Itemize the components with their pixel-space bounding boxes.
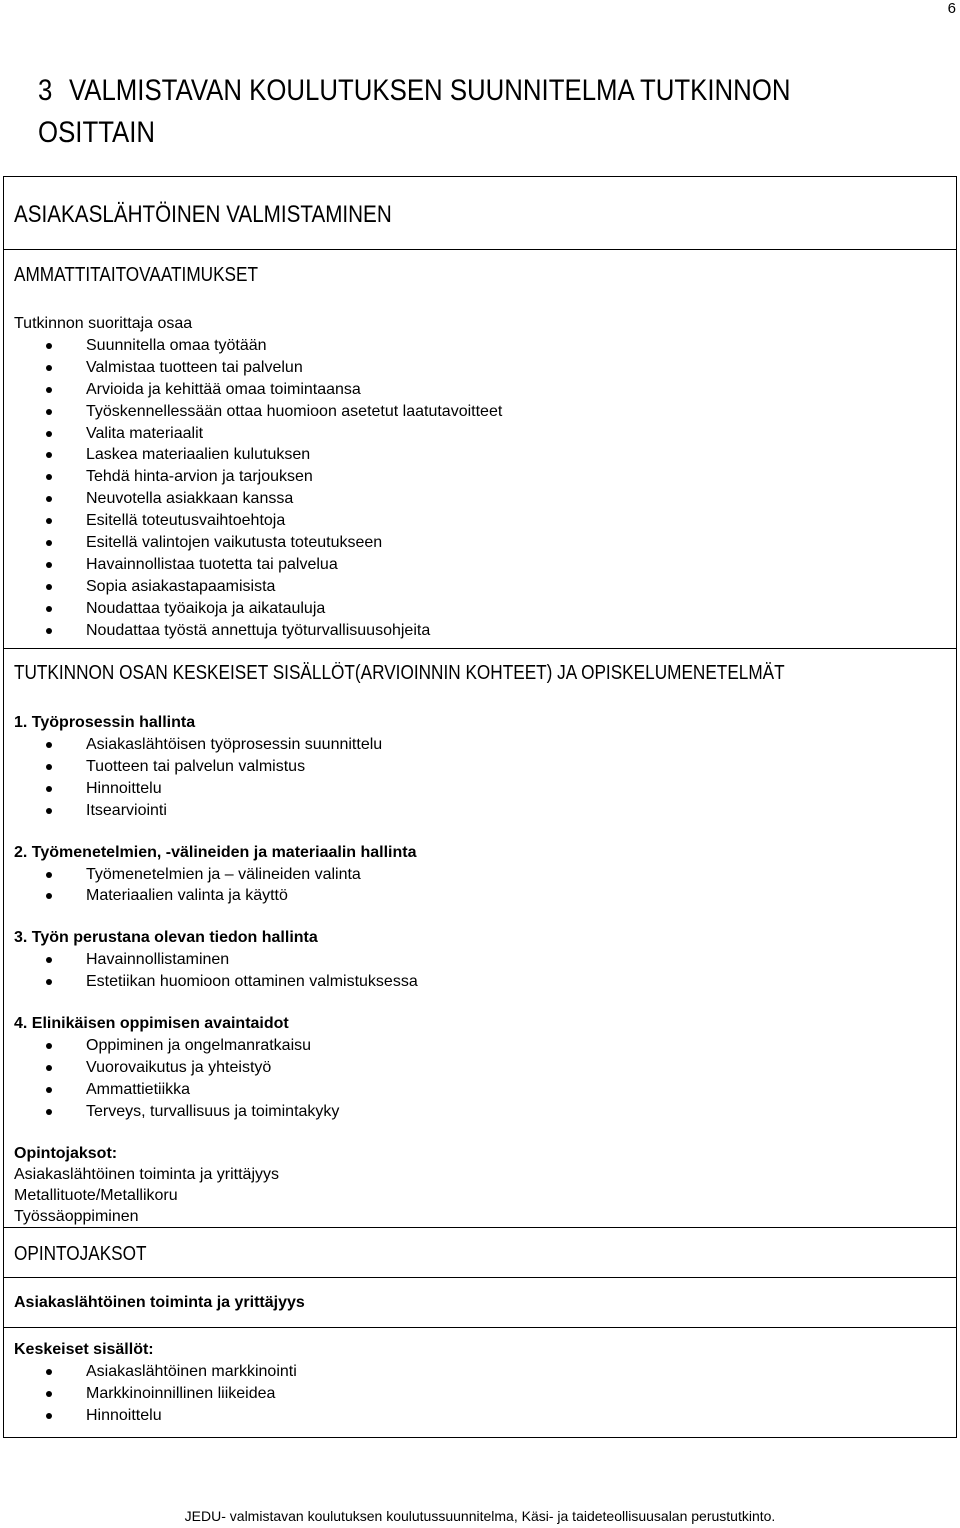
content-frame xyxy=(3,176,957,1438)
list-item: Tehdä hinta-arvion ja tarjouksen xyxy=(14,466,946,488)
section-title: ASIAKASLÄHTÖINEN VALMISTAMINEN xyxy=(14,201,392,228)
group-heading: 1. Työprosessin hallinta xyxy=(14,714,196,731)
list-item: Hinnoittelu xyxy=(14,1405,946,1427)
content-group-4 xyxy=(14,1013,946,1123)
list-item: Sopia asiakastapaamisista xyxy=(14,576,946,598)
key-contents-row xyxy=(4,1328,956,1437)
list-item: Markkinoinnillinen liikeidea xyxy=(14,1383,946,1405)
skills-intro: Tutkinnon suorittaja osaa xyxy=(14,315,193,332)
page-footer: JEDU- valmistavan koulutuksen koulutussuunnitelma, Käsi- ja taideteollisuusalan perustutkinto. xyxy=(184,1508,776,1524)
list-item: Hinnoittelu xyxy=(14,778,946,800)
contents-title: TUTKINNON OSAN KESKEISET SISÄLLÖT(ARVIOINNIN KOHTEET) JA OPISKELUMENETELMÄT xyxy=(14,662,785,684)
list-item: Laskea materiaalien kulutuksen xyxy=(14,444,946,466)
list-item: Oppiminen ja ongelmanratkaisu xyxy=(14,1035,946,1057)
main-heading-title: VALMISTAVAN KOULUTUKSEN SUUNNITELMA TUTKINNON OSITTAIN xyxy=(38,74,791,149)
list-item: Suunnitella omaa työtään xyxy=(14,335,946,357)
list-item: Asiakaslähtöinen markkinointi xyxy=(14,1361,946,1383)
group-heading: 2. Työmenetelmien, -välineiden ja materiaalin hallinta xyxy=(14,843,417,861)
study-period: Metallituote/Metallikoru xyxy=(14,1186,178,1204)
list-item: Havainnollistaa tuotetta tai palvelua xyxy=(14,554,946,576)
list-item: Esitellä valintojen vaikutusta toteutukseen xyxy=(14,532,946,554)
list-item: Noudattaa työaikoja ja aikatauluja xyxy=(14,598,946,620)
list-item: Havainnollistaminen xyxy=(14,949,946,971)
list-item: Valmistaa tuotteen tai palvelun xyxy=(14,357,946,379)
main-heading xyxy=(38,70,812,154)
list-item: Työskennellessään ottaa huomioon asetetut laatutavoitteet xyxy=(14,401,946,423)
list-item: Arvioida ja kehittää omaa toimintaansa xyxy=(14,379,946,401)
list-item: Valita materiaalit xyxy=(14,423,946,445)
content-group-3 xyxy=(14,927,946,993)
opintojaksot-title: OPINTOJAKSOT xyxy=(14,1243,147,1265)
list-item: Estetiikan huomioon ottaminen valmistuksessa xyxy=(14,971,946,993)
contents-body xyxy=(14,712,946,1227)
list-item: Tuotteen tai palvelun valmistus xyxy=(14,756,946,778)
course-row xyxy=(4,1278,956,1328)
key-contents-list xyxy=(14,1361,946,1427)
key-contents-label: Keskeiset sisällöt: xyxy=(14,1341,154,1358)
list-item: Ammattietiikka xyxy=(14,1079,946,1101)
page-number: 6 xyxy=(947,0,956,17)
list-item: Terveys, turvallisuus ja toimintakyky xyxy=(14,1101,946,1123)
group-heading: 4. Elinikäisen oppimisen avaintaidot xyxy=(14,1015,289,1033)
study-period: Työssäoppiminen xyxy=(14,1207,139,1225)
section-title-row xyxy=(4,177,956,250)
opintojaksot-row xyxy=(4,1228,956,1278)
main-heading-number: 3 xyxy=(38,74,53,107)
list-item: Materiaalien valinta ja käyttö xyxy=(14,885,946,907)
content-group-2 xyxy=(14,842,946,908)
contents-row xyxy=(4,649,956,1228)
list-item: Esitellä toteutusvaihtoehtoja xyxy=(14,510,946,532)
study-periods xyxy=(14,1143,946,1227)
list-item: Vuorovaikutus ja yhteistyö xyxy=(14,1057,946,1079)
skills-title: AMMATTITAITOVAATIMUKSET xyxy=(14,264,258,286)
group-heading: 3. Työn perustana olevan tiedon hallinta xyxy=(14,929,318,947)
study-period: Asiakaslähtöinen toiminta ja yrittäjyys xyxy=(14,1165,280,1183)
list-item: Noudattaa työstä annettuja työturvallisuusohjeita xyxy=(14,620,946,642)
list-item: Itsearviointi xyxy=(14,800,946,822)
list-item: Neuvotella asiakkaan kanssa xyxy=(14,488,946,510)
list-item: Työmenetelmien ja – välineiden valinta xyxy=(14,864,946,886)
content-group-1 xyxy=(14,712,946,822)
study-periods-label: Opintojaksot: xyxy=(14,1144,118,1162)
skills-list xyxy=(14,335,946,641)
skills-content xyxy=(14,313,946,641)
list-item: Asiakaslähtöisen työprosessin suunnittelu xyxy=(14,734,946,756)
skills-row xyxy=(4,250,956,649)
course-name: Asiakaslähtöinen toiminta ja yrittäjyys xyxy=(14,1294,305,1311)
